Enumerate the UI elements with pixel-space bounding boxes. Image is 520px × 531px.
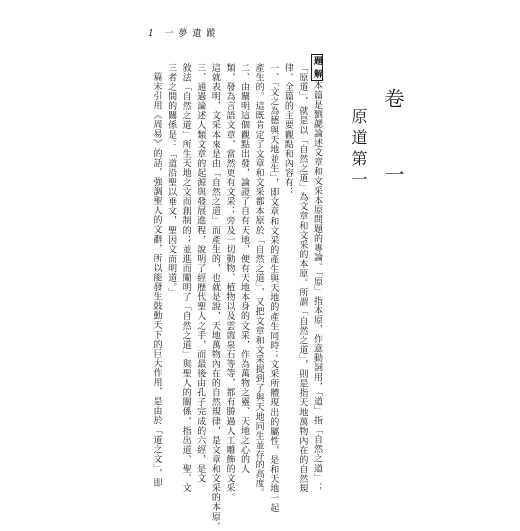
running-head <box>148 26 216 39</box>
commentary-column-7: 類，發為言語文章，當然更有文采；旁及一切動物、植物以及雲霞泉石等等，都有勝過人工雕飾的文采。 <box>224 63 235 503</box>
commentary-column-9: 三、通過論述人類文章的起源與發展進程，說明了經歷代聖人之手，而最後由孔子完成的六經，是文 <box>195 63 206 484</box>
commentary-column-3: 律。全篇的主要觀點和內容有： <box>282 63 293 197</box>
commentary-column-6: 二、由闡明這個觀點出發，論證了自有天地，便有天地本身的文采，作為萬物之靈、天地之心的人 <box>239 63 250 474</box>
book-title: 一 夢 遺 蹤 <box>164 29 217 39</box>
commentary-column-8: 這就表明，文采本來是由「自然之道」而產生的，也就是說，天地萬物內在的自然規律，是文章和文采的本原。 <box>209 63 220 531</box>
commentary-column-text: 本篇是劉勰論述文章和文采本原問題的專論。「原」指本原，作意動詞用，「道」指「自然之道」； <box>312 80 322 492</box>
page-number: 1 <box>148 29 155 39</box>
commentary-column-5: 產生的。這既肯定了文章和文采都本原於「自然之道」，又把文章和文采提到了與天地同生並存的高度。 <box>253 63 264 498</box>
commentary-column-12: 篇末引用《周易》的話，強調聖人的文辭，所以能發生鼓動天下的巨大作用，是由於「道之文」，即 <box>151 72 162 488</box>
commentary-column-11: 三者之間的關係是：「道沿聖以垂文，聖因文而明道。」 <box>166 63 177 298</box>
commentary-column-10: 敘法「自然之道」所生天地之文而創制的；並進而闡明了「自然之道」與聖人的關係，指出道、聖、文 <box>180 63 191 493</box>
commentary-label: 題 解 <box>312 56 322 79</box>
commentary-column-1 <box>309 54 324 492</box>
volume-title: 卷 一 <box>381 88 405 200</box>
chapter-title: 原道第一 <box>349 108 368 192</box>
commentary-column-2: 「原道」，就是以「自然之道」為文章和文采的本原。所謂「自然之道」，則是指天地萬物內在的自然規 <box>297 63 308 494</box>
commentary-column-4: 一、「文之為德與天地並生」，即文章和文采的產生與天地的產生同時；文采所體現出的屬性，是和天地一起 <box>268 63 279 513</box>
commentary-body <box>149 54 324 531</box>
